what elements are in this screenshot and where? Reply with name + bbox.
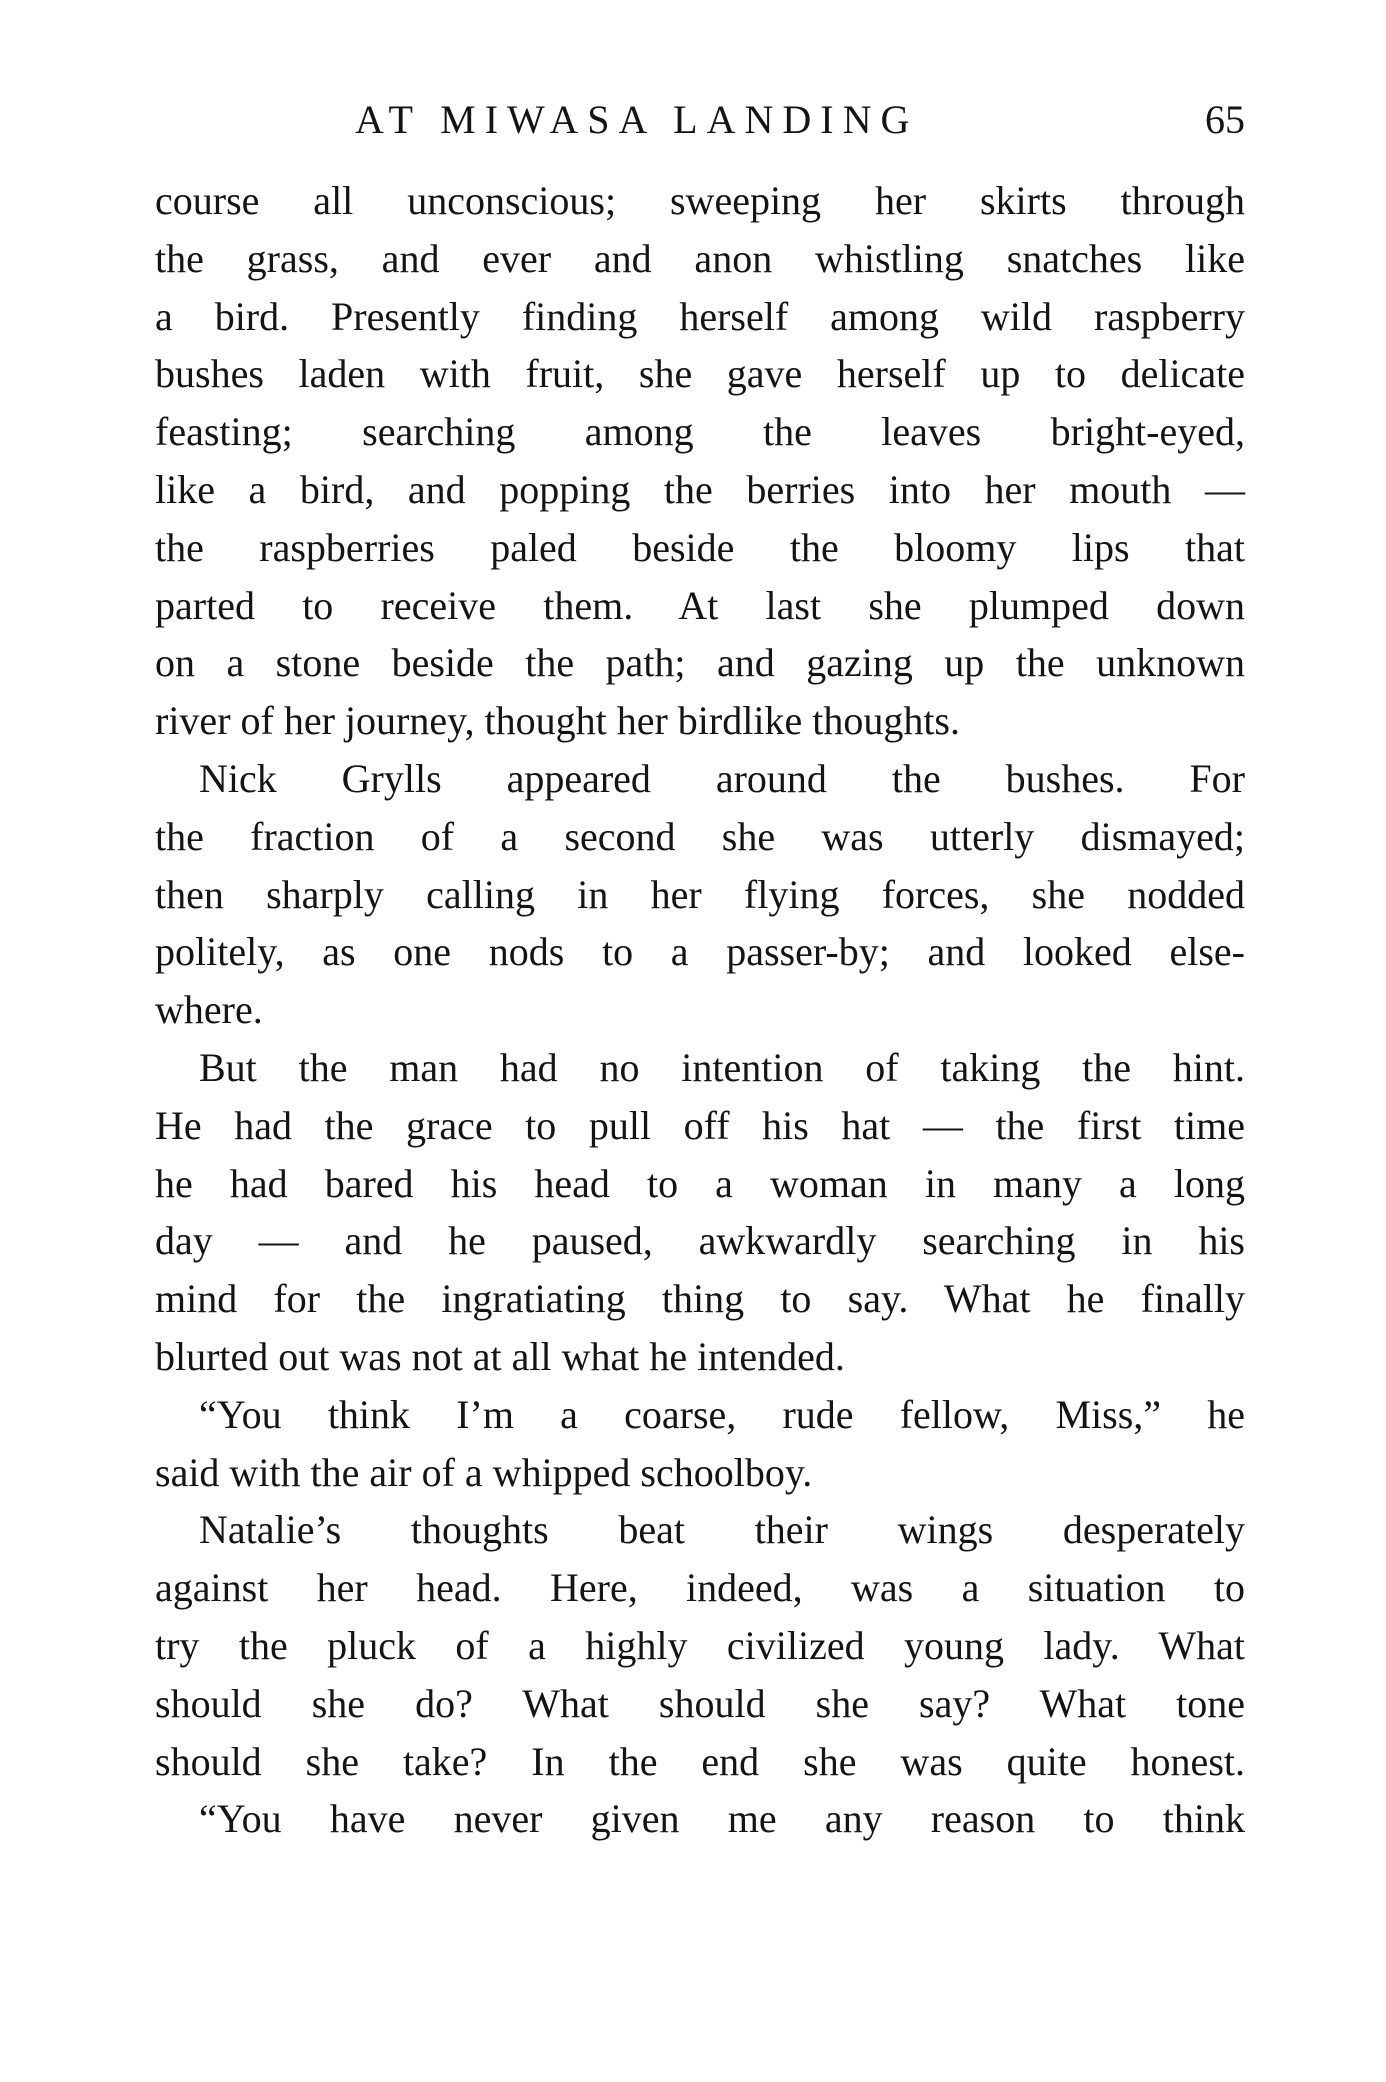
text-line: the grass, and ever and anon whistling snatches like (155, 235, 1245, 281)
text-line: politely, as one nods to a passer-by; and looked else- (155, 929, 1245, 975)
page-number: 65 (1205, 97, 1245, 142)
text-line: blurted out was not at all what he intended. (155, 1333, 845, 1379)
running-head (155, 96, 1245, 146)
text-line: should she take? In the end she was quite honest. (155, 1738, 1245, 1784)
text-line: Nick Grylls appeared around the bushes. For (199, 755, 1245, 801)
text-line: “You think I’m a coarse, rude fellow, Miss,” he (199, 1391, 1245, 1437)
text-line: then sharply calling in her flying forces, she nodded (155, 871, 1245, 917)
text-line: the fraction of a second she was utterly dismayed; (155, 813, 1245, 859)
text-line: said with the air of a whipped schoolboy. (155, 1449, 813, 1495)
text-line: But the man had no intention of taking the hint. (199, 1044, 1245, 1090)
text-line: day — and he paused, awkwardly searching in his (155, 1218, 1245, 1264)
text-line: on a stone beside the path; and gazing up the unknown (155, 640, 1245, 686)
text-line: against her head. Here, indeed, was a situation to (155, 1565, 1245, 1611)
text-line: the raspberries paled beside the bloomy lips that (155, 524, 1245, 570)
text-line: parted to receive them. At last she plumped down (155, 582, 1245, 628)
running-title: AT MIWASA LANDING (355, 97, 919, 142)
text-line: feasting; searching among the leaves bright-eyed, (155, 409, 1245, 455)
text-line: try the pluck of a highly civilized young lady. What (155, 1622, 1245, 1668)
text-line: should she do? What should she say? What tone (155, 1680, 1245, 1726)
text-line: where. (155, 987, 263, 1033)
text-line: He had the grace to pull off his hat — the first time (155, 1102, 1245, 1148)
text-line: like a bird, and popping the berries into her mouth — (155, 466, 1245, 512)
text-line: mind for the ingratiating thing to say. What he finally (155, 1276, 1245, 1322)
body-text (155, 172, 1245, 1848)
text-line: Natalie’s thoughts beat their wings desperately (199, 1507, 1245, 1553)
text-line: bushes laden with fruit, she gave herself up to delicate (155, 351, 1245, 397)
text-line: he had bared his head to a woman in many a long (155, 1160, 1245, 1206)
text-line: course all unconscious; sweeping her skirts through (155, 178, 1245, 223)
text-line: “You have never given me any reason to think (199, 1796, 1245, 1842)
text-line: river of her journey, thought her birdlike thoughts. (155, 698, 960, 744)
text-line: a bird. Presently finding herself among wild raspberry (155, 293, 1245, 339)
